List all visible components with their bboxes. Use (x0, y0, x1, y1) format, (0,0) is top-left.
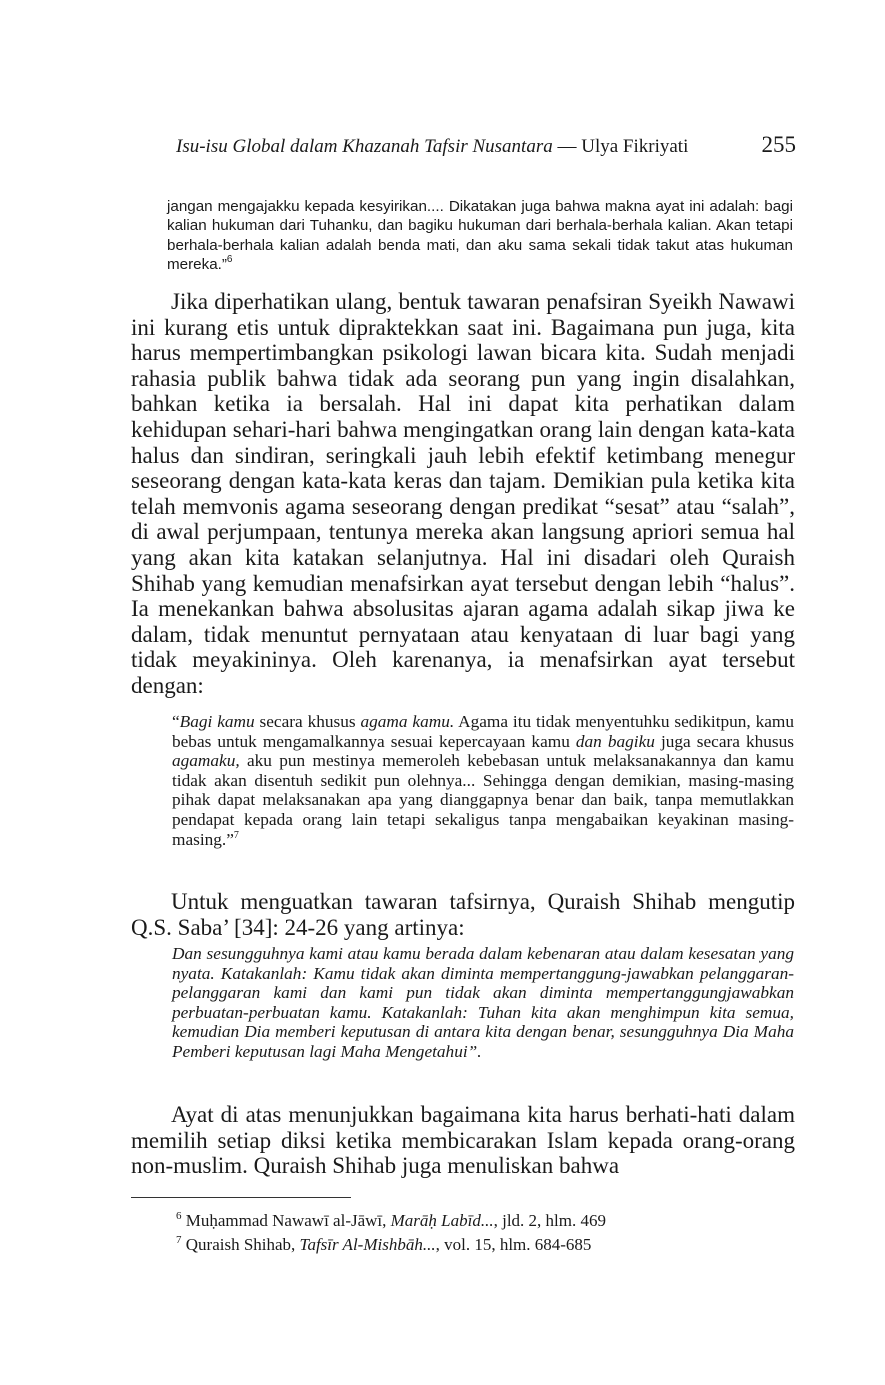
footnote-ref-7: 7 (233, 829, 239, 841)
footnote-ref-6: 6 (226, 253, 233, 265)
paragraph-2-text: Untuk menguatkan tawaran tafsirnya, Quraish Shihab mengutip Q.S. Saba’ [34]: 24-26 yang artinya: (131, 889, 795, 940)
footnote-divider (131, 1197, 351, 1198)
paragraph-3-text: Ayat di atas menunjukkan bagaimana kita harus berhati-hati dalam memilih setiap diksi ketika membicarakan Islam kepada orang-orang non-muslim. Quraish Shihab juga menuliskan bahwa (131, 1102, 795, 1179)
running-title: Isu-isu Global dalam Khazanah Tafsir Nusantara (176, 136, 553, 157)
footnote-number: 7 (176, 1234, 182, 1246)
paragraph-2 (131, 889, 795, 940)
page-number: 255 (761, 132, 796, 157)
quote-2-text-3: juga secara khusus (654, 731, 794, 751)
quote-2-text-2: Agama itu tidak menyentuhku sedikitpun, kamu bebas untuk mengamalkannya sesuai kepercayaan kamu (172, 712, 795, 751)
quote-3-text: Dan sesungguhnya kami atau kamu berada dalam kebenaran atau dalam kesesatan yang nyata. Katakanlah: Kamu tidak akan diminta mempertanggung-jawabkan pelanggaran-pelanggaran kami dan kami pun tidak akan diminta mempertanggungjawabkan perbuatan-perbuatan kamu. Katakanlah: Tuhan kita akan menghimpun kita semua, kemudian Dia memberi keputusan di antara kita dengan benar, sesungguhnya Dia Maha Pemberi keputusan lagi Maha Mengetahui”. (172, 944, 794, 1061)
paragraph-1 (131, 289, 795, 699)
quote-2-term-3: dan bagiku (575, 731, 655, 751)
quote-2-term-2: agama kamu. (360, 712, 455, 731)
header-separator: — (552, 136, 582, 157)
open-quote: “ (172, 712, 180, 731)
paragraph-3 (131, 1102, 795, 1179)
quote-2-term-1: Bagi kamu (179, 712, 255, 731)
block-quote-3 (172, 944, 794, 1062)
quote-2-text-4: aku pun mestinya memeroleh kebebasan untuk melaksanakannya dan kamu tidak akan disentuh sedikit pun olehnya... Sehingga dengan demikian, masing-masing pihak dapat melaksanakan apa yang dianggapnya benar dan baik, tanpa memutlakkan pendapat kepada orang lain tetapi sekaligus tanpa mengabaikan keyakinan masing-masing.” (172, 751, 794, 849)
footnote-author: Muḥammad Nawawī al-Jāwī, (185, 1211, 391, 1230)
quote-1-text: jangan mengajakku kepada kesyirikan.... Dikatakan juga bahwa makna ayat ini adalah: bagi kalian hukuman dari Tuhanku, dan bagiku hukuman dari berhala-berhala kalian. Akan tetapi berhala-berhala kalian adalah benda mati, dan aku sama sekali tidak takut atas hukuman mereka.” (167, 198, 793, 273)
footnote-work: Marāḥ Labīd... (390, 1211, 494, 1230)
paragraph-1-text: Jika diperhatikan ulang, bentuk tawaran penafsiran Syeikh Nawawi ini kurang etis untuk dipraktekkan saat ini. Bagaimana pun juga, kita harus mempertimbangkan psikologi lawan bicara kita. Sudah menjadi rahasia publik bahwa tidak ada seorang pun yang ingin disalahkan, bahkan ketika ia bersalah. Hal ini dapat kita perhatikan dalam kehidupan sehari-hari bahwa mengingatkan orang lain dengan kata-kata halus dan sindiran, seringkali jauh lebih efektif ketimbang menegur seseorang dengan kata-kata keras dan tajam. Demikian pula ketika kita telah memvonis agama seseorang dengan predikat “sesat” atau “salah”, di awal perjumpaan, tentunya mereka akan langsung apriori semua hal yang akan kita katakan selanjutnya. Hal ini disadari oleh Quraish Shihab yang kemudian menafsirkan ayat tersebut dengan lebih “halus”. Ia menekankan bahwa absolusitas ajaran agama adalah sikap jiwa ke dalam, tidak menuntut pernyataan atau kenyataan di luar bagi yang tidak meyakininya. Oleh karenanya, ia menafsirkan ayat tersebut dengan: (131, 289, 795, 698)
footnote-6 (176, 1210, 796, 1232)
footnote-author: Quraish Shihab, (185, 1235, 300, 1254)
header-author: Ulya Fikriyati (581, 136, 689, 157)
running-header (176, 133, 796, 161)
quote-2-text-1: secara khusus (254, 712, 361, 731)
footnote-work: Tafsīr Al-Mishbāh... (299, 1235, 436, 1254)
footnote-detail: , vol. 15, hlm. 684-685 (435, 1235, 592, 1254)
block-quote-1 (167, 197, 793, 274)
footnote-7 (176, 1234, 796, 1256)
block-quote-2 (172, 712, 794, 849)
quote-2-term-4: agamaku, (172, 751, 240, 771)
footnote-number: 6 (176, 1210, 182, 1222)
footnote-detail: , jld. 2, hlm. 469 (493, 1211, 607, 1230)
